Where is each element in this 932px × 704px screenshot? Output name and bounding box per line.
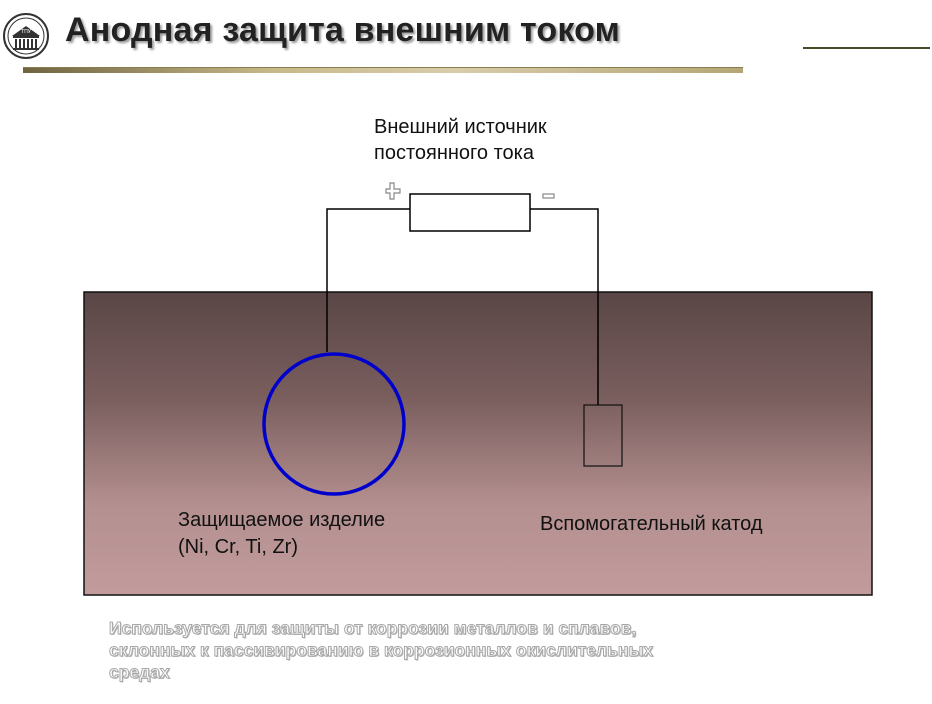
page-title: Анодная защита внешним током [65,11,621,49]
svg-text:ТПУ: ТПУ [21,29,31,35]
usage-note [109,617,809,683]
plus-terminal-icon [386,183,400,199]
source-label-line1: Внешний источник [374,116,547,138]
minus-terminal-icon [543,194,554,198]
usage-note-line2: склонных к пассивированию в коррозионных окислительных [109,640,654,660]
dc-power-source [410,194,530,231]
cathode-label: Вспомогательный катод [540,513,763,535]
anode-label-line1: Защищаемое изделие [178,509,386,531]
anode-label-line2: (Ni, Cr, Ti, Zr) [178,536,298,558]
usage-note-line1: Используется для защиты от коррозии металлов и сплавов, [109,618,637,638]
source-label-line2: постоянного тока [374,142,534,164]
usage-note-line3: средах [109,662,170,682]
